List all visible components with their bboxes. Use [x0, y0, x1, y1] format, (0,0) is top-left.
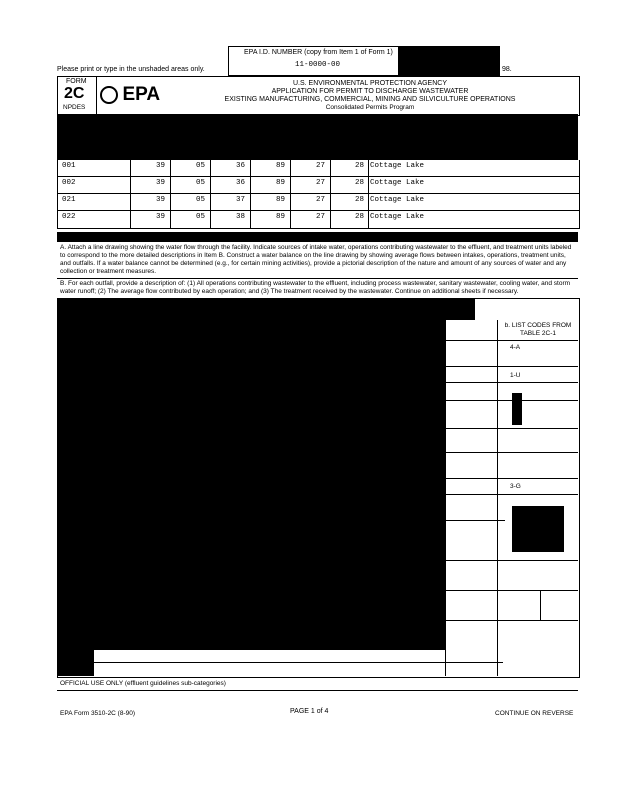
form-id: EPA Form 3510-2C (8-90) [60, 710, 136, 717]
print-instruction: Please print or type in the unshaded areas only. [57, 66, 205, 73]
redaction-block [512, 393, 522, 425]
epa-flower-icon [100, 86, 118, 104]
form-subtitle: Consolidated Permits Program [325, 104, 415, 111]
redaction-block [57, 650, 93, 676]
epa-logo [100, 84, 160, 106]
form-number: 2C [64, 85, 85, 102]
redaction-block [57, 320, 445, 650]
form-label: FORM [66, 78, 87, 85]
code-item: 3-G [510, 483, 521, 490]
redaction-block [512, 506, 564, 552]
code-item: 4-A [510, 344, 521, 351]
table-row: 021 39 05 37 89 27 28 Cottage Lake [62, 196, 425, 204]
table-row: 001 39 05 36 89 27 28 Cottage Lake [62, 162, 425, 170]
epa-logo-text: EPA [122, 84, 161, 105]
page-number: PAGE 1 of 4 [290, 708, 329, 715]
code-item: 1-U [510, 372, 521, 379]
form-title-1: APPLICATION FOR PERMIT TO DISCHARGE WASTEWATER [271, 88, 469, 95]
epa-id-value[interactable]: 11-0000-00 [295, 61, 341, 69]
npdes-label: NPDES [63, 104, 86, 111]
redaction-block [398, 46, 500, 76]
redaction-block [57, 114, 578, 160]
section-divider [57, 232, 578, 242]
date-fragment: 98. [502, 66, 512, 73]
section-b-text: B. For each outfall, provide a description of: (1) All operations contributing wastewater to the effluent, including process wastewater, sanitary wastewater, cooling water, and storm water runoff; (2) The average flow contributed by each operation; and (3) The treatment received by the wastewater. Continue on additional sheets if necessary. [60, 280, 571, 295]
redaction-block [57, 298, 475, 320]
codes-header: b. LIST CODES FROM TABLE 2C-1 [504, 322, 572, 337]
agency-name: U.S. ENVIRONMENTAL PROTECTION AGENCY [292, 80, 448, 87]
form-title-2: EXISTING MANUFACTURING, COMMERCIAL, MINING AND SILVICULTURE OPERATIONS [224, 96, 516, 103]
official-use-label: OFFICIAL USE ONLY (effluent guidelines sub-categories) [60, 680, 226, 687]
continue-label: CONTINUE ON REVERSE [495, 710, 574, 717]
table-row: 002 39 05 36 89 27 28 Cottage Lake [62, 179, 425, 187]
epa-id-label: EPA I.D. NUMBER (copy from Item 1 of Form 1) [244, 49, 393, 56]
section-a-text: A. Attach a line drawing showing the water flow through the facility. Indicate sources of intake water, operations contributing wastewater to the effluent, and treatment units labeled to correspond to the more detailed descriptions in Item B. Construct a water balance on the line drawing by showing average flows between intakes, operations, treatment units, and outfalls. If a water balance cannot be determined (e.g., for certain mining activities), provide a pictorial description of the nature and amount of any sources of water and any collection or treatment measures. [60, 244, 572, 275]
table-row: 022 39 05 38 89 27 28 Cottage Lake [62, 213, 425, 221]
